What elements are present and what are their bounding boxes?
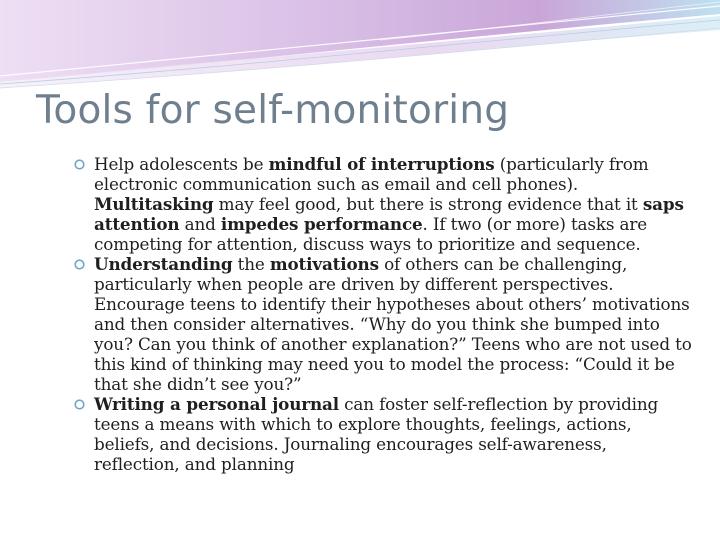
body-text: and [179,214,221,234]
emphasis-text: motivations [269,254,379,274]
bullet-text [94,394,658,474]
emphasis-text: mindful of interruptions [268,154,495,174]
emphasis-text: Multitasking [94,194,214,214]
bullet-circle-icon [74,259,85,270]
bullet-item [74,254,694,394]
body-text: may feel good, but there is strong evidence that it [213,194,643,214]
bullet-circle-icon [74,399,85,410]
bullet-text [94,154,684,254]
emphasis-text: impedes performance [220,214,423,234]
body-text: can foster self-reflection by providing teens a means with which to explore thoughts, feelings, actions, beliefs, and decisions. Journaling encourages self-awareness, reflection, and planning [94,394,659,474]
emphasis-text: Writing a personal journal [94,394,339,414]
bullet-item [74,154,694,254]
bullet-item [74,394,694,474]
emphasis-text: Understanding [94,254,233,274]
body-text: of others can be challenging, particularly when people are driven by different perspectives. Encourage teens to identify their hypotheses about others’ motivations and then consider alternatives. “Why do you think she bumped into you? Can you think of another explanation?” Teens who are not used to this kind of thinking may need you to model the process: “Could it be that she didn’t see you?” [94,254,692,394]
body-text: . If two (or more) tasks are competing for attention, discuss ways to prioritize and sequence. [94,214,648,254]
bullet-text [94,254,692,394]
bullet-circle-icon [74,159,85,170]
bullet-list [74,154,694,474]
body-text: Help adolescents be [94,154,269,174]
emphasis-text: saps attention [94,194,684,234]
body-text: (particularly from electronic communication such as email and cell phones). [94,154,649,194]
slide-title: Tools for self-monitoring [36,88,510,133]
body-text: the [232,254,270,274]
